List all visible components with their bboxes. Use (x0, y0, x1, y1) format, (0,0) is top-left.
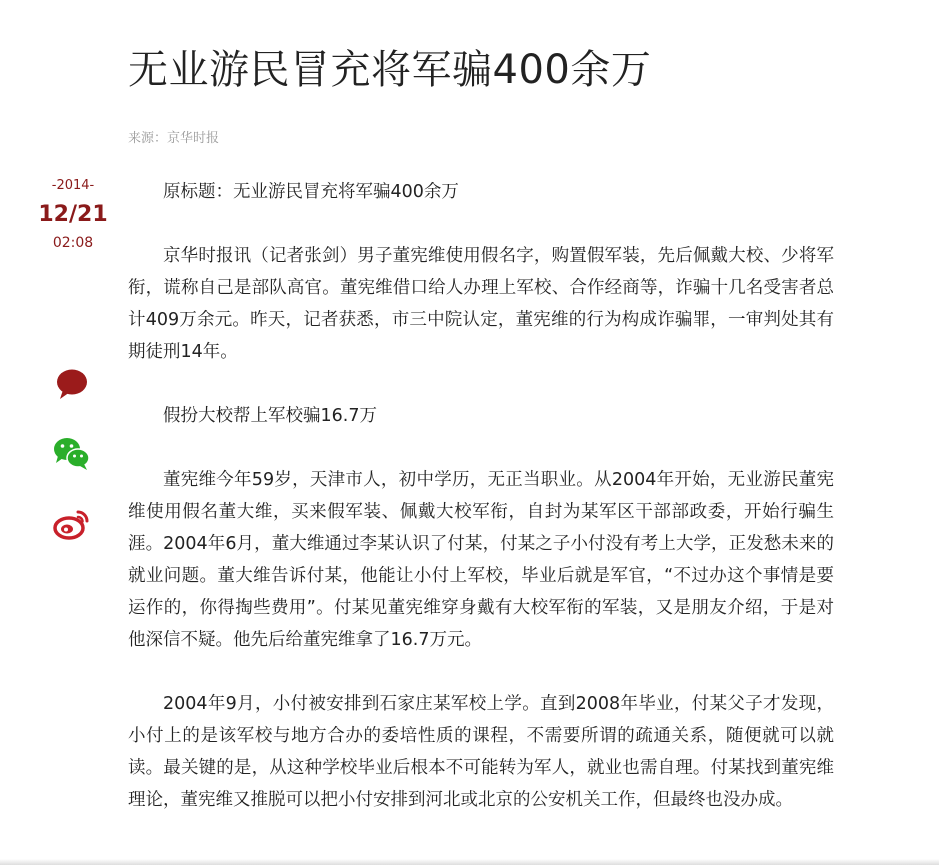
comment-share-button[interactable] (50, 364, 94, 404)
weibo-share-button[interactable] (50, 504, 94, 544)
publish-date (30, 176, 116, 253)
date-day: 12/21 (38, 202, 108, 227)
article-body (128, 176, 834, 848)
date-time: 02:08 (52, 235, 94, 251)
article-paragraph: 原标题：无业游民冒充将军骗400余万 (163, 182, 459, 202)
article-title: 无业游民冒充将军骗400余万 (128, 47, 652, 93)
bottom-scroll-shade (0, 859, 939, 865)
weibo-icon (52, 506, 92, 542)
date-year: -2014- (51, 178, 95, 193)
wechat-icon (52, 436, 92, 472)
wechat-share-button[interactable] (50, 434, 94, 474)
article-source: 来源：京华时报 (128, 131, 220, 146)
article-paragraph: 董宪维今年59岁，天津市人，初中学历，无正当职业。从2004年开始，无业游民董宪维使用假名董大维，买来假军装、佩戴大校军衔，自封为某军区干部部政委，开始行骗生涯。2004年6月，董大维通过李某认识了付某，付某之子小付没有考上大学，正发愁未来的就业问题。董大维告诉付某，他能让小付上军校，毕业后就是军官，“不过办这个事情是要运作的，你得掏些费用”。付某见董宪维穿身戴有大校军衔的军装，又是朋友介绍，于是对他深信不疑。他先后给董宪维拿了16.7万元。 (128, 470, 834, 650)
article-subheading: 假扮大校帮上军校骗16.7万 (163, 406, 377, 426)
article-paragraph: 2004年9月，小付被安排到石家庄某军校上学。直到2008年毕业，付某父子才发现，小付上的是该军校与地方合办的委培性质的课程，不需要所谓的疏通关系，随便就可以就读。最关键的是，从这种学校毕业后根本不可能转为军人，就业也需自理。付某找到董宪维理论，董宪维又推脱可以把小付安排到河北或北京的公安机关工作，但最终也没办成。 (128, 694, 834, 810)
article-paragraph: 京华时报讯（记者张剑）男子董宪维使用假名字，购置假军装，先后佩戴大校、少将军衔，谎称自己是部队高官。董宪维借口给人办理上军校、合作经商等，诈骗十几名受害者总计409万余元。昨天，记者获悉，市三中院认定，董宪维的行为构成诈骗罪，一审判处其有期徒刑14年。 (128, 246, 834, 362)
comment-icon (54, 367, 90, 401)
